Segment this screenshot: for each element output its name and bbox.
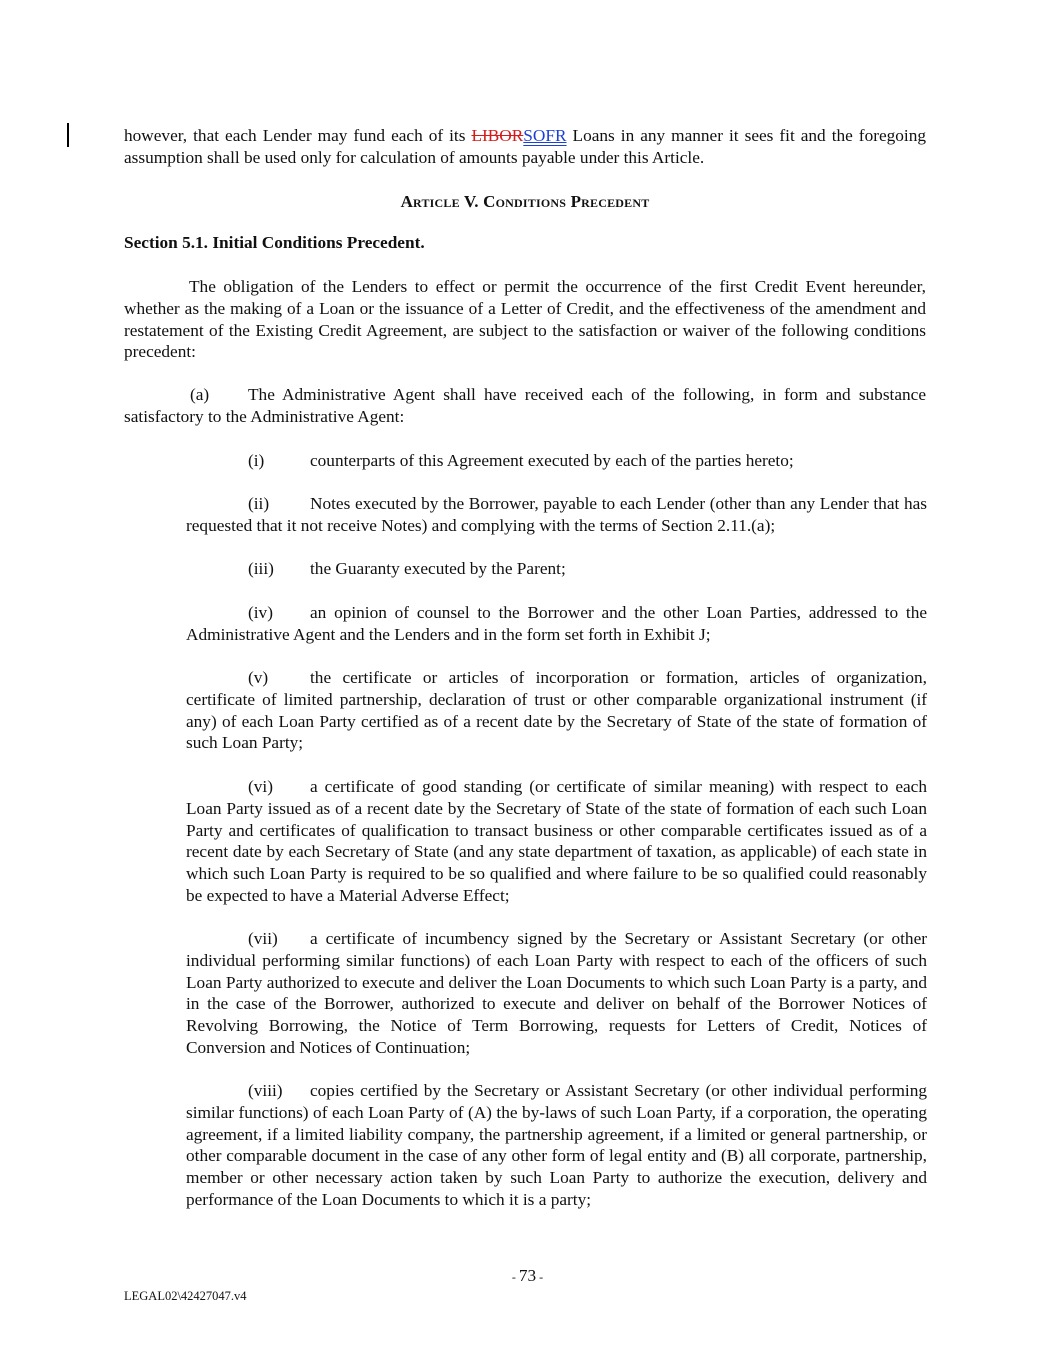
list-item-iii: [186, 558, 927, 580]
list-item-text: an opinion of counsel to the Borrower and the other Loan Parties, addressed to the Administrative Agent and the Lenders and in the form set forth in Exhibit J;: [186, 603, 927, 644]
intro-paragraph: The obligation of the Lenders to effect or permit the occurrence of the first Credit Event hereunder, whether as the making of a Loan or the issuance of a Letter of Credit, and the effectiveness of the amendment and restatement of the Existing Credit Agreement, are subject to the satisfaction or waiver of the following conditions precedent:: [124, 277, 926, 362]
list-item-label: (vii): [248, 929, 278, 948]
list-item-text: Notes executed by the Borrower, payable to each Lender (other than any Lender that has requested that it not receive Notes) and complying with the terms of Section 2.11.(a);: [186, 494, 927, 535]
clause-a-text: The Administrative Agent shall have received each of the following, in form and substance satisfactory to the Administrative Agent:: [124, 385, 926, 426]
list-item-text: the certificate or articles of incorporation or formation, articles of organization, certificate of limited partnership, declaration of trust or other comparable organizational instrument (if any) of each Loan Party certified as of a recent date by the Secretary of State of the state of formation of such Loan Party;: [186, 668, 927, 753]
clause-a-label: (a): [190, 385, 210, 404]
section-heading: Section 5.1. Initial Conditions Precedent.: [124, 233, 425, 252]
list-item-text: a certificate of incumbency signed by the Secretary or Assistant Secretary (or other individual performing similar functions) of each Loan Party with respect to each of the officers of such Loan Party authorized to execute and deliver the Loan Documents to which such Loan Party is a party, and in the case of the Borrower, authorized to execute and deliver on behalf of the Borrower Notices of Revolving Borrowing, the Notice of Term Borrowing, requests for Letters of Credit, Notices of Conversion and Notices of Continuation;: [186, 929, 927, 1057]
list-item-viii: [186, 1080, 927, 1211]
list-item-label: (viii): [248, 1081, 283, 1100]
list-item-text: the Guaranty executed by the Parent;: [310, 559, 566, 578]
carryover-paragraph: [124, 125, 926, 169]
list-item-label: (ii): [248, 494, 270, 513]
list-item-label: (v): [248, 668, 269, 687]
list-item-label: (iv): [248, 603, 273, 622]
list-item-ii: [186, 493, 927, 537]
inserted-text: SOFR: [523, 126, 567, 145]
deleted-text: LIBOR: [471, 126, 524, 145]
page-number: - 73 -: [511, 1266, 544, 1285]
page-number-value: 73: [518, 1266, 537, 1285]
text-before-change: however, that each Lender may fund each of its: [124, 126, 472, 145]
list-item-text: copies certified by the Secretary or Assistant Secretary (or other individual performing similar functions) of each Loan Party of (A) the by-laws of such Loan Party, if a corporation, the operating agreement, if a limited liability company, the partnership agreement, if a limited or general partnership, or other comparable document in the case of any other form of legal entity and (B) all corporate, partnership, member or other necessary action taken by such Loan Party to authorize the execution, delivery and performance of the Loan Documents to which it is a party;: [186, 1081, 927, 1209]
list-item-label: (iii): [248, 559, 274, 578]
clause-a: [124, 384, 926, 428]
list-item-label: (vi): [248, 777, 273, 796]
list-item-i: [186, 450, 927, 472]
revision-change-bar: [67, 123, 69, 147]
list-item-text: counterparts of this Agreement executed by each of the parties hereto;: [310, 451, 794, 470]
document-identifier: LEGAL02\42427047.v4: [124, 1289, 247, 1303]
list-item-label: (i): [248, 451, 265, 470]
list-item-v: [186, 667, 927, 754]
list-item-vi: [186, 776, 927, 907]
list-item-iv: [186, 602, 927, 646]
list-item-vii: [186, 928, 927, 1059]
text-after-change: Loans in any manner it sees fit and the foregoing assumption shall be used only for calculation of amounts payable under this Article.: [124, 126, 926, 167]
article-title: Article V. Conditions Precedent: [400, 192, 650, 211]
list-item-text: a certificate of good standing (or certificate of similar meaning) with respect to each Loan Party issued as of a recent date by the Secretary of State of the state of formation of each such Loan Party and certificates of qualification to transact business or other comparable certificates issued as of a recent date by each Secretary of State (and any state department of taxation, as applicable) of each state in which such Loan Party is required to be so qualified and where failure to be so qualified could reasonably be expected to have a Material Adverse Effect;: [186, 777, 927, 905]
